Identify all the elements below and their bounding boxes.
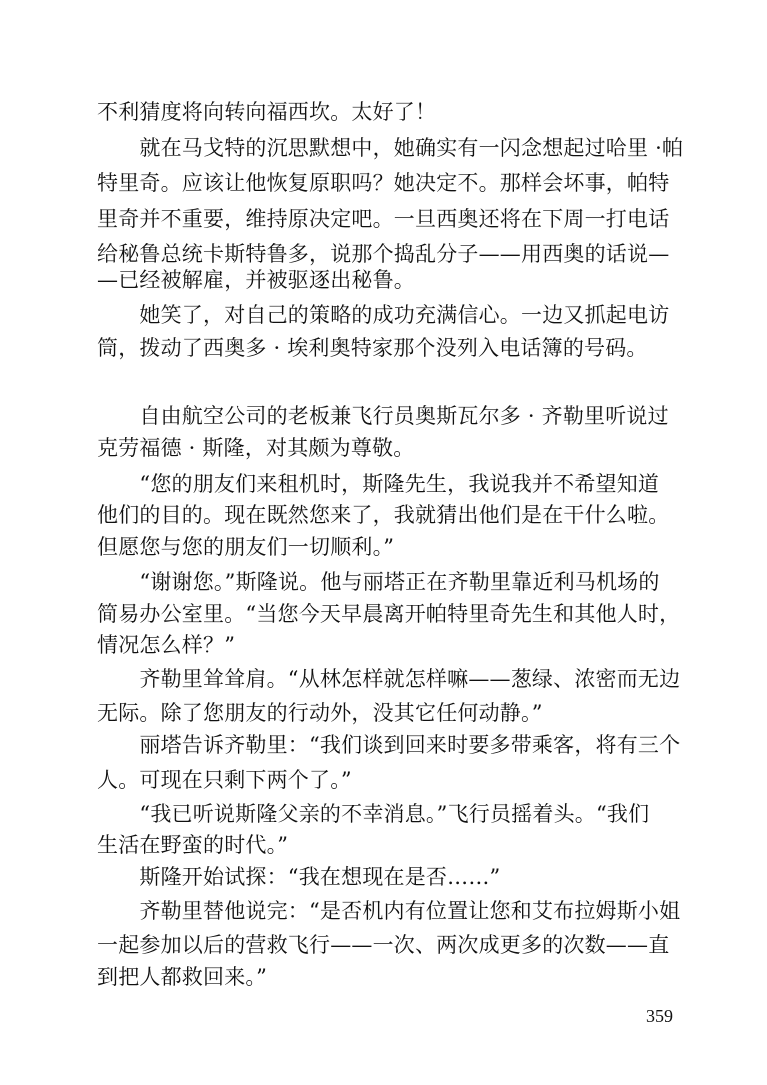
text-line: 斯隆开始试探：“我在想现在是否……” (97, 865, 501, 889)
page-number: 359 (646, 1006, 673, 1026)
text-line: “谢谢您。”斯隆说。他与丽塔正在齐勒里靠近利马机场的 (97, 570, 660, 594)
text-line: 她笑了，对自己的策略的成功充满信心。一边又抓起电访 (97, 303, 670, 327)
text-line: 他们的目的。现在既然您来了，我就猜出他们是在干什么啦。 (97, 503, 670, 527)
text-line: “我已听说斯隆父亲的不幸消息。”飞行员摇着头。“我们 (97, 802, 650, 826)
text-line: 里奇并不重要，维持原决定吧。一旦西奥还将在下周一打电话 (97, 207, 670, 231)
text-line: 但愿您与您的朋友们一切顺利。” (97, 535, 395, 559)
text-line: 就在马戈特的沉思默想中，她确实有一闪念想起过哈里 ·帕 (97, 136, 684, 160)
text-line: 克劳福德 · 斯隆，对其颇为尊敬。 (97, 436, 415, 460)
text-line: 筒，拨动了西奥多 · 埃利奥特家那个没列入电话簿的号码。 (97, 336, 648, 360)
text-line: 不利猜度将向转向福西坎。太好了！ (97, 100, 437, 124)
text-line: 简易办公室里。“当您今天早晨离开帕特里奇先生和其他人时， (97, 602, 681, 626)
text-line: 给秘鲁总统卡斯特鲁多，说那个捣乱分子——用西奥的话说— (97, 242, 670, 266)
text-line: 情况怎么样？” (97, 633, 236, 657)
text-line: —已经被解雇，并被驱逐出秘鲁。 (97, 268, 415, 292)
text-line: 人。可现在只剩下两个了。” (97, 768, 352, 792)
text-line: 特里奇。应该让他恢复原职吗？她决定不。那样会坏事，帕特 (97, 171, 670, 195)
text-line: 无际。除了您朋友的行动外，没其它任何动静。” (97, 701, 543, 725)
text-line: 齐勒里耸耸肩。“从林怎样就怎样嘛——葱绿、浓密而无边 (97, 667, 681, 691)
text-line: “您的朋友们来租机时，斯隆先生，我说我并不希望知道 (97, 472, 660, 496)
text-line: 齐勒里替他说完：“是否机内有位置让您和艾布拉姆斯小姐 (97, 899, 681, 923)
text-line: 丽塔告诉齐勒里：“我们谈到回来时要多带乘客，将有三个 (97, 733, 681, 757)
text-line: 自由航空公司的老板兼飞行员奥斯瓦尔多 · 齐勒里听说过 (97, 404, 669, 428)
text-line: 一起参加以后的营救飞行——一次、两次成更多的次数——直 (97, 933, 670, 957)
text-line: 生活在野蛮的时代。” (97, 833, 289, 857)
text-line: 到把人都救回来。” (97, 965, 268, 989)
